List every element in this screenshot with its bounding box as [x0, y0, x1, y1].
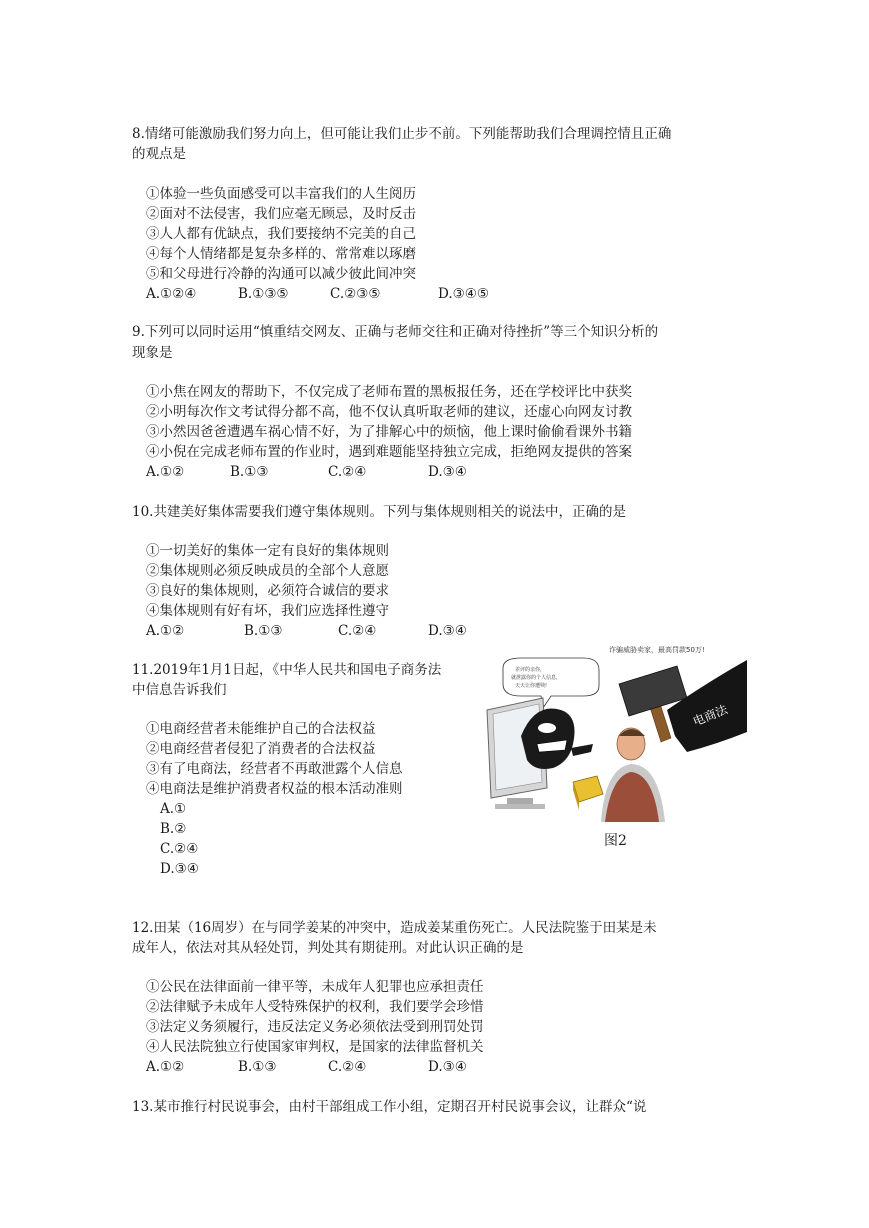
q9-item-3: ③小然因爸爸遭遇车祸心情不好，为了排解心中的烦恼，他上课时偷偷看课外书籍 — [146, 424, 632, 440]
q12-answer-c[interactable]: C.②④ — [328, 1059, 367, 1075]
q8-stem-line-2: 的观点是 — [132, 146, 186, 162]
figure-caption: 图2 — [604, 833, 627, 849]
monitor-stand — [507, 798, 533, 804]
q10-item-2: ②集体规则必须反映成员的全部个人意愿 — [146, 563, 389, 579]
q10-answer-a[interactable]: A.①② — [146, 623, 185, 639]
q8-stem-line-1: 8.情绪可能激励我们努力向上，但可能让我们止步不前。下列能帮助我们合理调控情且正确 — [132, 126, 672, 142]
q9-answer-a[interactable]: A.①② — [146, 464, 185, 480]
q9-answer-b[interactable]: B.①③ — [230, 464, 269, 480]
q12-answer-b[interactable]: B.①③ — [238, 1059, 277, 1075]
q8-answer-d[interactable]: D.③④⑤ — [438, 286, 489, 302]
hammer-label: 电商法 — [690, 702, 730, 729]
q12-item-3: ③法定义务须履行，违反法定义务必须依法受到刑罚处罚 — [146, 1019, 484, 1035]
q10-answer-c[interactable]: C.②④ — [338, 623, 377, 639]
q8-answer-b[interactable]: B.①③⑤ — [238, 286, 289, 302]
q11-answer-a[interactable]: A.① — [160, 801, 187, 817]
q8-item-2: ②面对不法侵害，我们应毫无顾忌，及时反击 — [146, 206, 416, 222]
monitor-base — [495, 804, 545, 809]
q11-answer-d[interactable]: D.③④ — [160, 861, 199, 877]
q8-answer-a[interactable]: A.①②④ — [146, 286, 197, 302]
q9-item-2: ②小明每次作文考试得分都不高，他不仅认真听取老师的建议，还虚心向网友讨教 — [146, 404, 632, 420]
q11-item-1: ①电商经营者未能维护自己的合法权益 — [146, 721, 376, 737]
q9-answer-c[interactable]: C.②④ — [328, 464, 367, 480]
q11-stem-line-1: 11.2019年1月1日起，《中华人民共和国电子商务法 — [132, 662, 442, 678]
q12-stem-line-1: 12.田某（16周岁）在与同学姜某的冲突中，造成姜某重伤死亡。人民法院鉴于田某是未 — [132, 920, 657, 936]
q10-item-3: ③良好的集体规则，必须符合诚信的要求 — [146, 583, 389, 599]
q10-item-4: ④集体规则有好有坏，我们应选择性遵守 — [146, 603, 389, 619]
q8-item-5: ⑤和父母进行冷静的沟通可以减少彼此间冲突 — [146, 266, 416, 282]
q12-item-1: ①公民在法律面前一律平等，未成年人犯罪也应承担责任 — [146, 979, 484, 995]
villain-arm — [571, 744, 593, 756]
q12-item-4: ④人民法院独立行使国家审判权，是国家的法律监督机关 — [146, 1039, 484, 1055]
q12-stem-line-2: 成年人，依法对其从轻处罚，判处其有期徒刑。对此认识正确的是 — [132, 940, 524, 956]
q8-answer-c[interactable]: C.②③⑤ — [330, 286, 381, 302]
q8-item-4: ④每个人情绪都是复杂多样的、常常难以琢磨 — [146, 246, 416, 262]
bubble-line-2: 就泄露你的个人信息， — [511, 675, 562, 681]
cartoon-illustration — [481, 640, 747, 822]
q11-item-4: ④电商法是维护消费者权益的根本活动准则 — [146, 781, 403, 797]
q12-item-2: ②法律赋予未成年人受特殊保护的权利，我们要学会珍惜 — [146, 999, 484, 1015]
q11-stem-line-2: 中信息告诉我们 — [132, 682, 227, 698]
q8-item-1: ①体验一些负面感受可以丰富我们的人生阅历 — [146, 186, 416, 202]
q11-item-2: ②电商经营者侵犯了消费者的合法权益 — [146, 741, 376, 757]
q12-answer-a[interactable]: A.①② — [146, 1059, 185, 1075]
figure-2-cartoon — [481, 640, 747, 822]
q10-item-1: ①一切美好的集体一定有良好的集体规则 — [146, 543, 389, 559]
q10-answer-b[interactable]: B.①③ — [244, 623, 283, 639]
q8-item-3: ③人人都有优缺点，我们要接纳不完美的自己 — [146, 226, 416, 242]
bubble-line-3: 天天让你遭殃! — [515, 683, 548, 689]
q10-stem: 10.共建美好集体需要我们遵守集体规则。下列与集体规则相关的说法中，正确的是 — [132, 504, 626, 520]
cartoon-top-text: 诈骗威胁卖家，最高罚款50万! — [609, 646, 705, 654]
bubble-line-1: 差评的亲你， — [515, 667, 546, 673]
q11-answer-c[interactable]: C.②④ — [160, 841, 199, 857]
q11-item-3: ③有了电商法，经营者不再敢泄露个人信息 — [146, 761, 403, 777]
villain-eye — [538, 723, 556, 733]
q9-item-4: ④小倪在完成老师布置的作业时，遇到难题能坚持独立完成，拒绝网友提供的答案 — [146, 444, 632, 460]
q9-answer-d[interactable]: D.③④ — [428, 464, 467, 480]
q12-answer-d[interactable]: D.③④ — [428, 1059, 467, 1075]
q13-stem: 13.某市推行村民说事会，由村干部组成工作小组，定期召开村民说事会议，让群众“说 — [132, 1099, 647, 1115]
q11-answer-b[interactable]: B.② — [160, 821, 187, 837]
q9-item-1: ①小焦在网友的帮助下，不仅完成了老师布置的黑板报任务，还在学校评比中获奖 — [146, 384, 632, 400]
q9-stem-line-1: 9.下列可以同时运用“慎重结交网友、正确与老师交往和正确对待挫折”等三个知识分析的 — [132, 324, 659, 340]
q10-answer-d[interactable]: D.③④ — [428, 623, 467, 639]
q9-stem-line-2: 现象是 — [132, 345, 173, 361]
